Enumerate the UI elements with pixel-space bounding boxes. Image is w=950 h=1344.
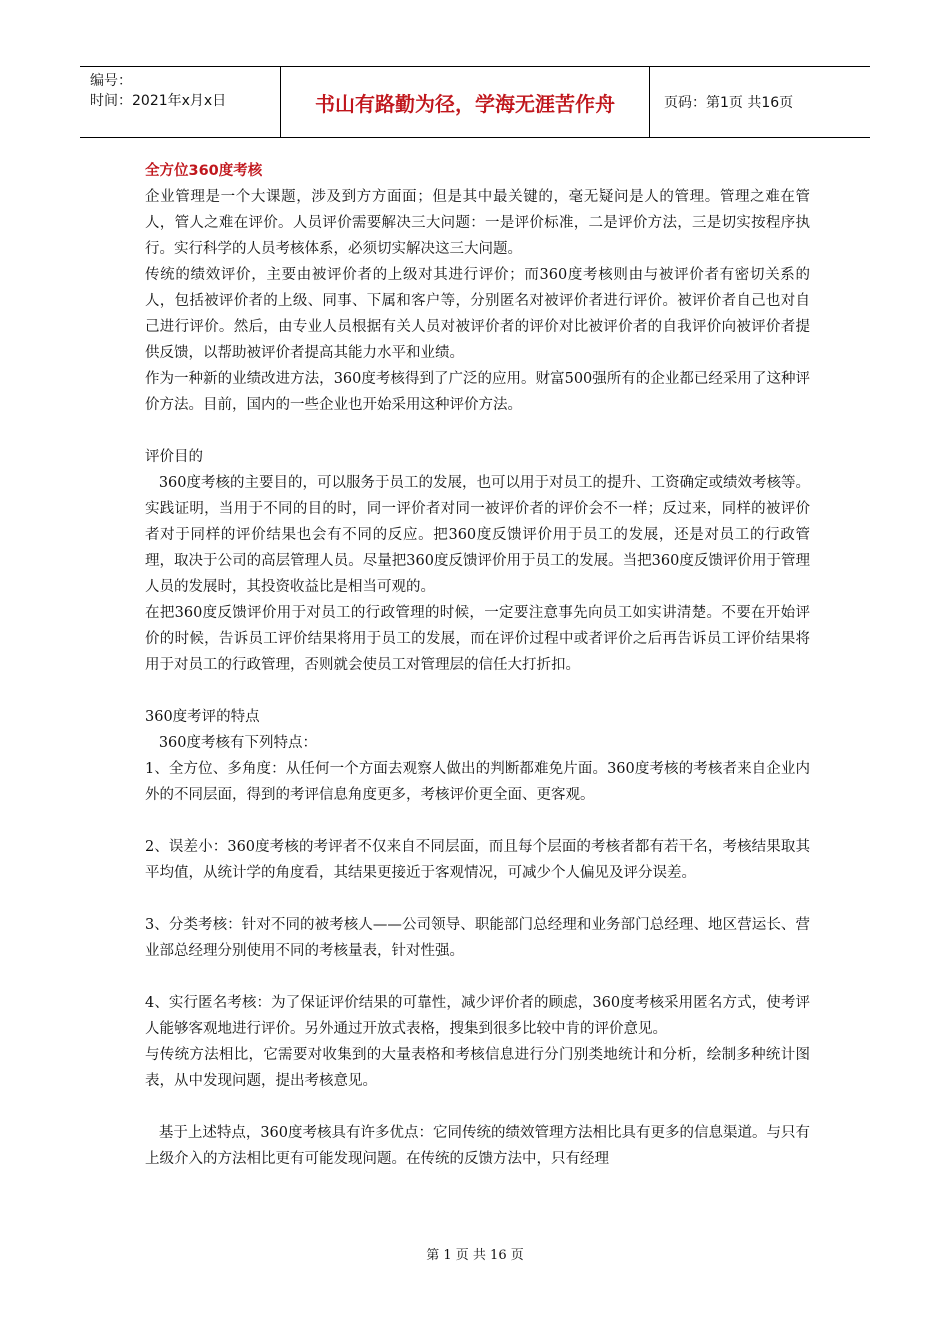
paragraph-list [145,184,810,1172]
paragraph: 作为一种新的业绩改进方法，360度考核得到了广泛的应用。财富500强所有的企业都已经采用了这种评价方法。目前，国内的一些企业也开始采用这种评价方法。 [145,371,810,413]
paragraph: 360度考核有下列特点： [145,735,318,751]
paragraph: 360度考评的特点 [145,709,260,725]
blank-line [145,678,810,704]
paragraph: 基于上述特点，360度考核具有许多优点：它同传统的绩效管理方法相比具有更多的信息渠道。与只有上级介入的方法相比更有可能发现问题。在传统的反馈方法中，只有经理 [145,1125,811,1167]
header-page-info: 页码：第1页 共16页 [664,95,794,111]
blank-line [145,886,810,912]
paragraph: 1、全方位、多角度：从任何一个方面去观察人做出的判断都难免片面。360度考核的考核者来自企业内外的不同层面，得到的考评信息角度更多，考核评价更全面、更客观。 [145,761,810,803]
header-motto: 书山有路勤为径，学海无涯苦作舟 [280,67,650,137]
paragraph: 评价目的 [145,449,203,465]
page-footer: 第 1 页 共 16 页 [426,1248,524,1263]
paragraph: 在把360度反馈评价用于对员工的行政管理的时候，一定要注意事先向员工如实讲清楚。不要在开始评价的时候，告诉员工评价结果将用于员工的发展，而在评价过程中或者评价之后再告诉员工评价结果将用于对员工的行政管理，否则就会使员工对管理层的信任大打折扣。 [145,605,810,673]
paragraph: 与传统方法相比，它需要对收集到的大量表格和考核信息进行分门别类地统计和分析，绘制多种统计图表，从中发现问题，提出考核意见。 [145,1047,810,1089]
number-label: 编号： [90,73,132,89]
article-title: 全方位360度考核 [145,163,263,179]
paragraph: 4、实行匿名考核：为了保证评价结果的可靠性，减少评价者的顾虑，360度考核采用匿名方式，使考评人能够客观地进行评价。另外通过开放式表格，搜集到很多比较中肯的评价意见。 [145,995,810,1037]
paragraph: 2、误差小：360度考核的考评者不仅来自不同层面，而且每个层面的考核者都有若干名，考核结果取其平均值，从统计学的角度看，其结果更接近于客观情况，可减少个人偏见及评分误差。 [145,839,810,881]
header-meta [80,67,280,137]
paragraph: 360度考核的主要目的，可以服务于员工的发展，也可以用于对员工的提升、工资确定或绩效考核等。实践证明，当用于不同的目的时，同一评价者对同一被评价者的评价会不一样；反过来，同样的被评价者对于同样的评价结果也会有不同的反应。把360度反馈评价用于员工的发展，还是对员工的行政管理，取决于公司的高层管理人员。尽量把360度反馈评价用于员工的发展。当把360度反馈评价用于管理人员的发展时，其投资收益比是相当可观的。 [145,475,811,595]
paragraph: 传统的绩效评价，主要由被评价者的上级对其进行评价；而360度考核则由与被评价者有密切关系的人，包括被评价者的上级、同事、下属和客户等，分别匿名对被评价者进行评价。被评价者自己也对自己进行评价。然后，由专业人员根据有关人员对被评价者的评价对比被评价者的自我评价向被评价者提供反馈，以帮助被评价者提高其能力水平和业绩。 [145,267,810,361]
blank-line [145,808,810,834]
article-body [145,158,810,1172]
paragraph: 3、分类考核：针对不同的被考核人——公司领导、职能部门总经理和业务部门总经理、地区营运长、营业部总经理分别使用不同的考核量表，针对性强。 [145,917,810,959]
page-header [80,66,870,138]
paragraph: 企业管理是一个大课题，涉及到方方面面；但是其中最关键的，毫无疑问是人的管理。管理之难在管人，管人之难在评价。人员评价需要解决三大问题：一是评价标准，二是评价方法，三是切实按程序执行。实行科学的人员考核体系，必须切实解决这三大问题。 [145,189,810,257]
blank-line [145,418,810,444]
blank-line [145,964,810,990]
blank-line [145,1094,810,1120]
date-label: 时间：2021年x月x日 [90,93,227,109]
